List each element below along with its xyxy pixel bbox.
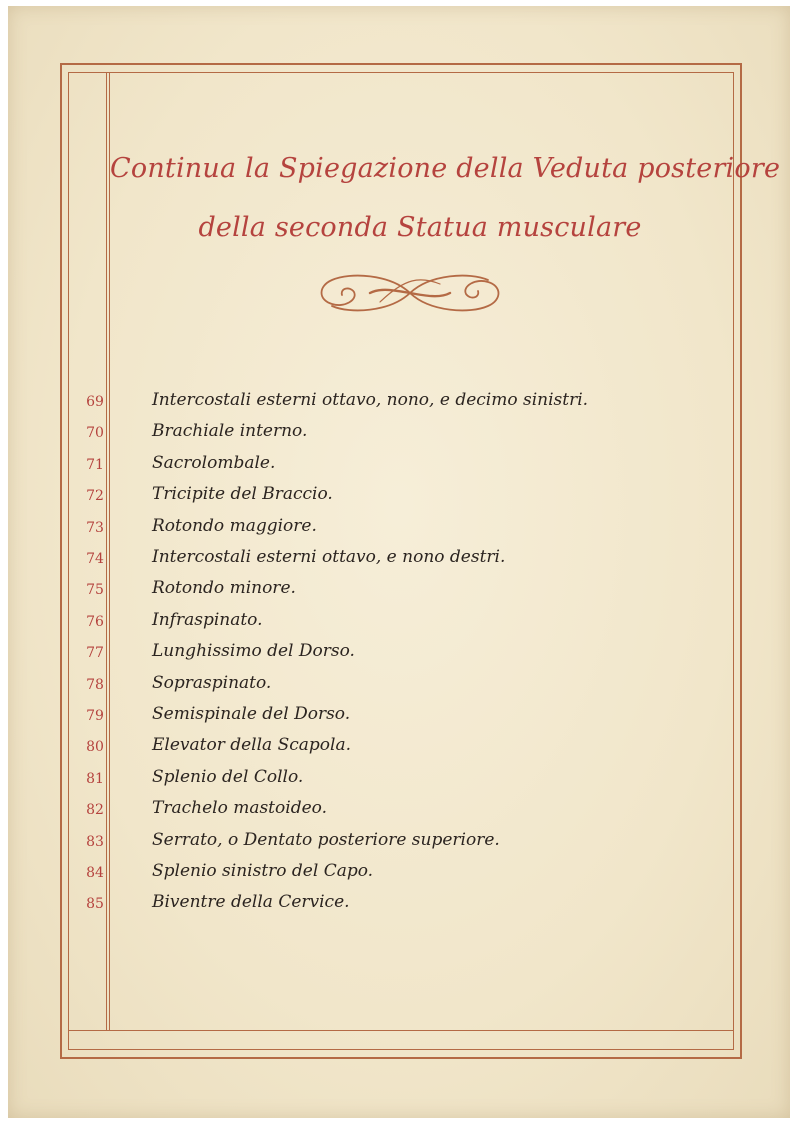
entry-number: 69 [86, 394, 104, 410]
entry-text: Trachelo mastoideo. [152, 798, 327, 819]
entry-text: Lunghissimo del Dorso. [152, 641, 355, 662]
list-item [70, 545, 710, 577]
list-item [70, 388, 710, 420]
list-item [70, 639, 710, 671]
entry-number: 73 [86, 519, 104, 536]
list-item [70, 859, 710, 891]
bottom-rule-line [68, 1030, 734, 1031]
list-item [70, 671, 710, 703]
entry-text: Intercostali esterni ottavo, nono, e decimo sinistri. [152, 390, 589, 410]
list-item [70, 576, 710, 608]
entry-number: 79 [86, 708, 104, 724]
calligraphic-flourish-ornament [310, 268, 510, 318]
list-item [70, 451, 710, 483]
entry-text: Splenio sinistro del Capo. [152, 861, 374, 881]
entry-text: Biventre della Cervice. [152, 892, 350, 913]
entry-text: Tricipite del Braccio. [152, 484, 333, 505]
list-item [70, 796, 710, 828]
heading-line-1: Continua la Spiegazione della Veduta posteriore [110, 153, 781, 184]
entry-text: Splenio del Collo. [152, 766, 304, 787]
entry-number: 72 [86, 488, 104, 505]
entry-number: 80 [86, 739, 104, 756]
entry-text: Rotondo minore. [152, 578, 296, 599]
entry-number: 70 [86, 425, 104, 442]
list-item [70, 482, 710, 514]
entry-text: Rotondo maggiore. [152, 515, 317, 536]
list-item [70, 419, 710, 451]
list-item [70, 765, 710, 797]
entry-number: 77 [86, 645, 104, 662]
list-item [70, 608, 710, 640]
list-item [70, 828, 710, 860]
entry-text: Semispinale del Dorso. [152, 704, 351, 724]
entry-number: 83 [86, 833, 104, 850]
entry-text: Serrato, o Dentato posteriore superiore. [152, 829, 500, 850]
list-item [70, 733, 710, 765]
entry-number: 74 [86, 551, 104, 567]
entry-text: Intercostali esterni ottavo, e nono destri. [152, 547, 506, 567]
entry-text: Sopraspinato. [152, 672, 272, 693]
entry-number: 82 [86, 802, 104, 819]
entry-number: 75 [86, 582, 104, 599]
entry-text: Sacrolombale. [152, 452, 276, 473]
list-item [70, 890, 710, 922]
list-item [70, 702, 710, 734]
entry-text: Brachiale interno. [152, 421, 308, 442]
entry-number: 81 [86, 770, 104, 787]
entry-number: 85 [86, 896, 104, 913]
entry-number: 84 [86, 865, 104, 881]
list-item [70, 514, 710, 546]
entry-number: 76 [86, 613, 104, 630]
entry-number: 78 [86, 676, 104, 693]
entry-number: 71 [86, 456, 104, 473]
heading-line-2: della seconda Statua musculare [198, 212, 642, 243]
entry-text: Infraspinato. [152, 609, 263, 630]
entry-text: Elevator della Scapola. [152, 735, 351, 756]
